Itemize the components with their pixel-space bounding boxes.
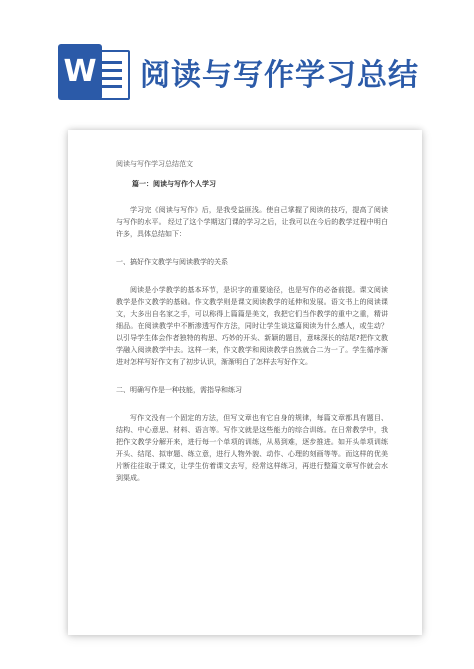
section-title: 篇一：阅读与写作个人学习: [132, 180, 216, 188]
document-body: [116, 204, 388, 484]
section-heading: 二、明确写作是一种技能，需指导和练习: [116, 386, 242, 394]
document-content: [116, 158, 388, 500]
document-page: [68, 130, 422, 635]
body-paragraph: 学习完《阅读与写作》后，是我受益匪浅。使自己掌握了阅读的技巧，提高了阅读与写作的水平。 经过了这个学期这门课的学习之后，让我可以在今后的教学过程中明白许多，具体总结如下：: [116, 206, 388, 238]
section-heading: 一、搞好作文教学与阅读教学的关系: [116, 258, 228, 266]
logo-letter: W: [58, 44, 102, 100]
body-paragraph: 阅读是小学教学的基本环节，是识字的重要途径，也是写作的必备前提。课文阅读教学是作文教学的基础。作文教学则是课文阅读教学的延伸和发展。语文书上的阅读课文，大多出自名家之手，可以称得上篇篇是美文，我把它们当作教学的重中之重，精讲细品。在阅读教学中不断渗透写作方法，同时让学生谈这篇阅读为什么感人，或生动？以引导学生体会作者独特的构思、巧妙的开头、新颖的题目，意味深长的结尾?把作文教学融入阅读教学中去。这样一来，作文教学和阅读教学自然就合二为一了。学生循序渐进对怎样写好作文有了初步认识，渐渐明白了怎样去写好作文。: [116, 286, 388, 366]
word-document-icon: [58, 44, 128, 100]
document-label: 阅读与写作学习总结范文: [116, 160, 193, 168]
header-banner: [0, 0, 474, 110]
banner-title: 阅读与写作学习总结: [140, 58, 419, 93]
body-paragraph: 写作文没有一个固定的方法，但写文章也有它自身的规律，每篇文章都具有题目、结构、中心意思、材料、语言等。写作文就是这些能力的综合训练。在日常教学中，我把作文教学分解开来，进行每一个单项的训练，从易到难，逐步推进。如开头单项训练开头、结尾、拟审题、练立意，进行人物外貌、动作、心理的刻画等等。而这样的优美片断往往取于课文，让学生仿着课文去写，经常这样练习，再进行整篇文章写作就会水到渠成。: [116, 414, 388, 482]
